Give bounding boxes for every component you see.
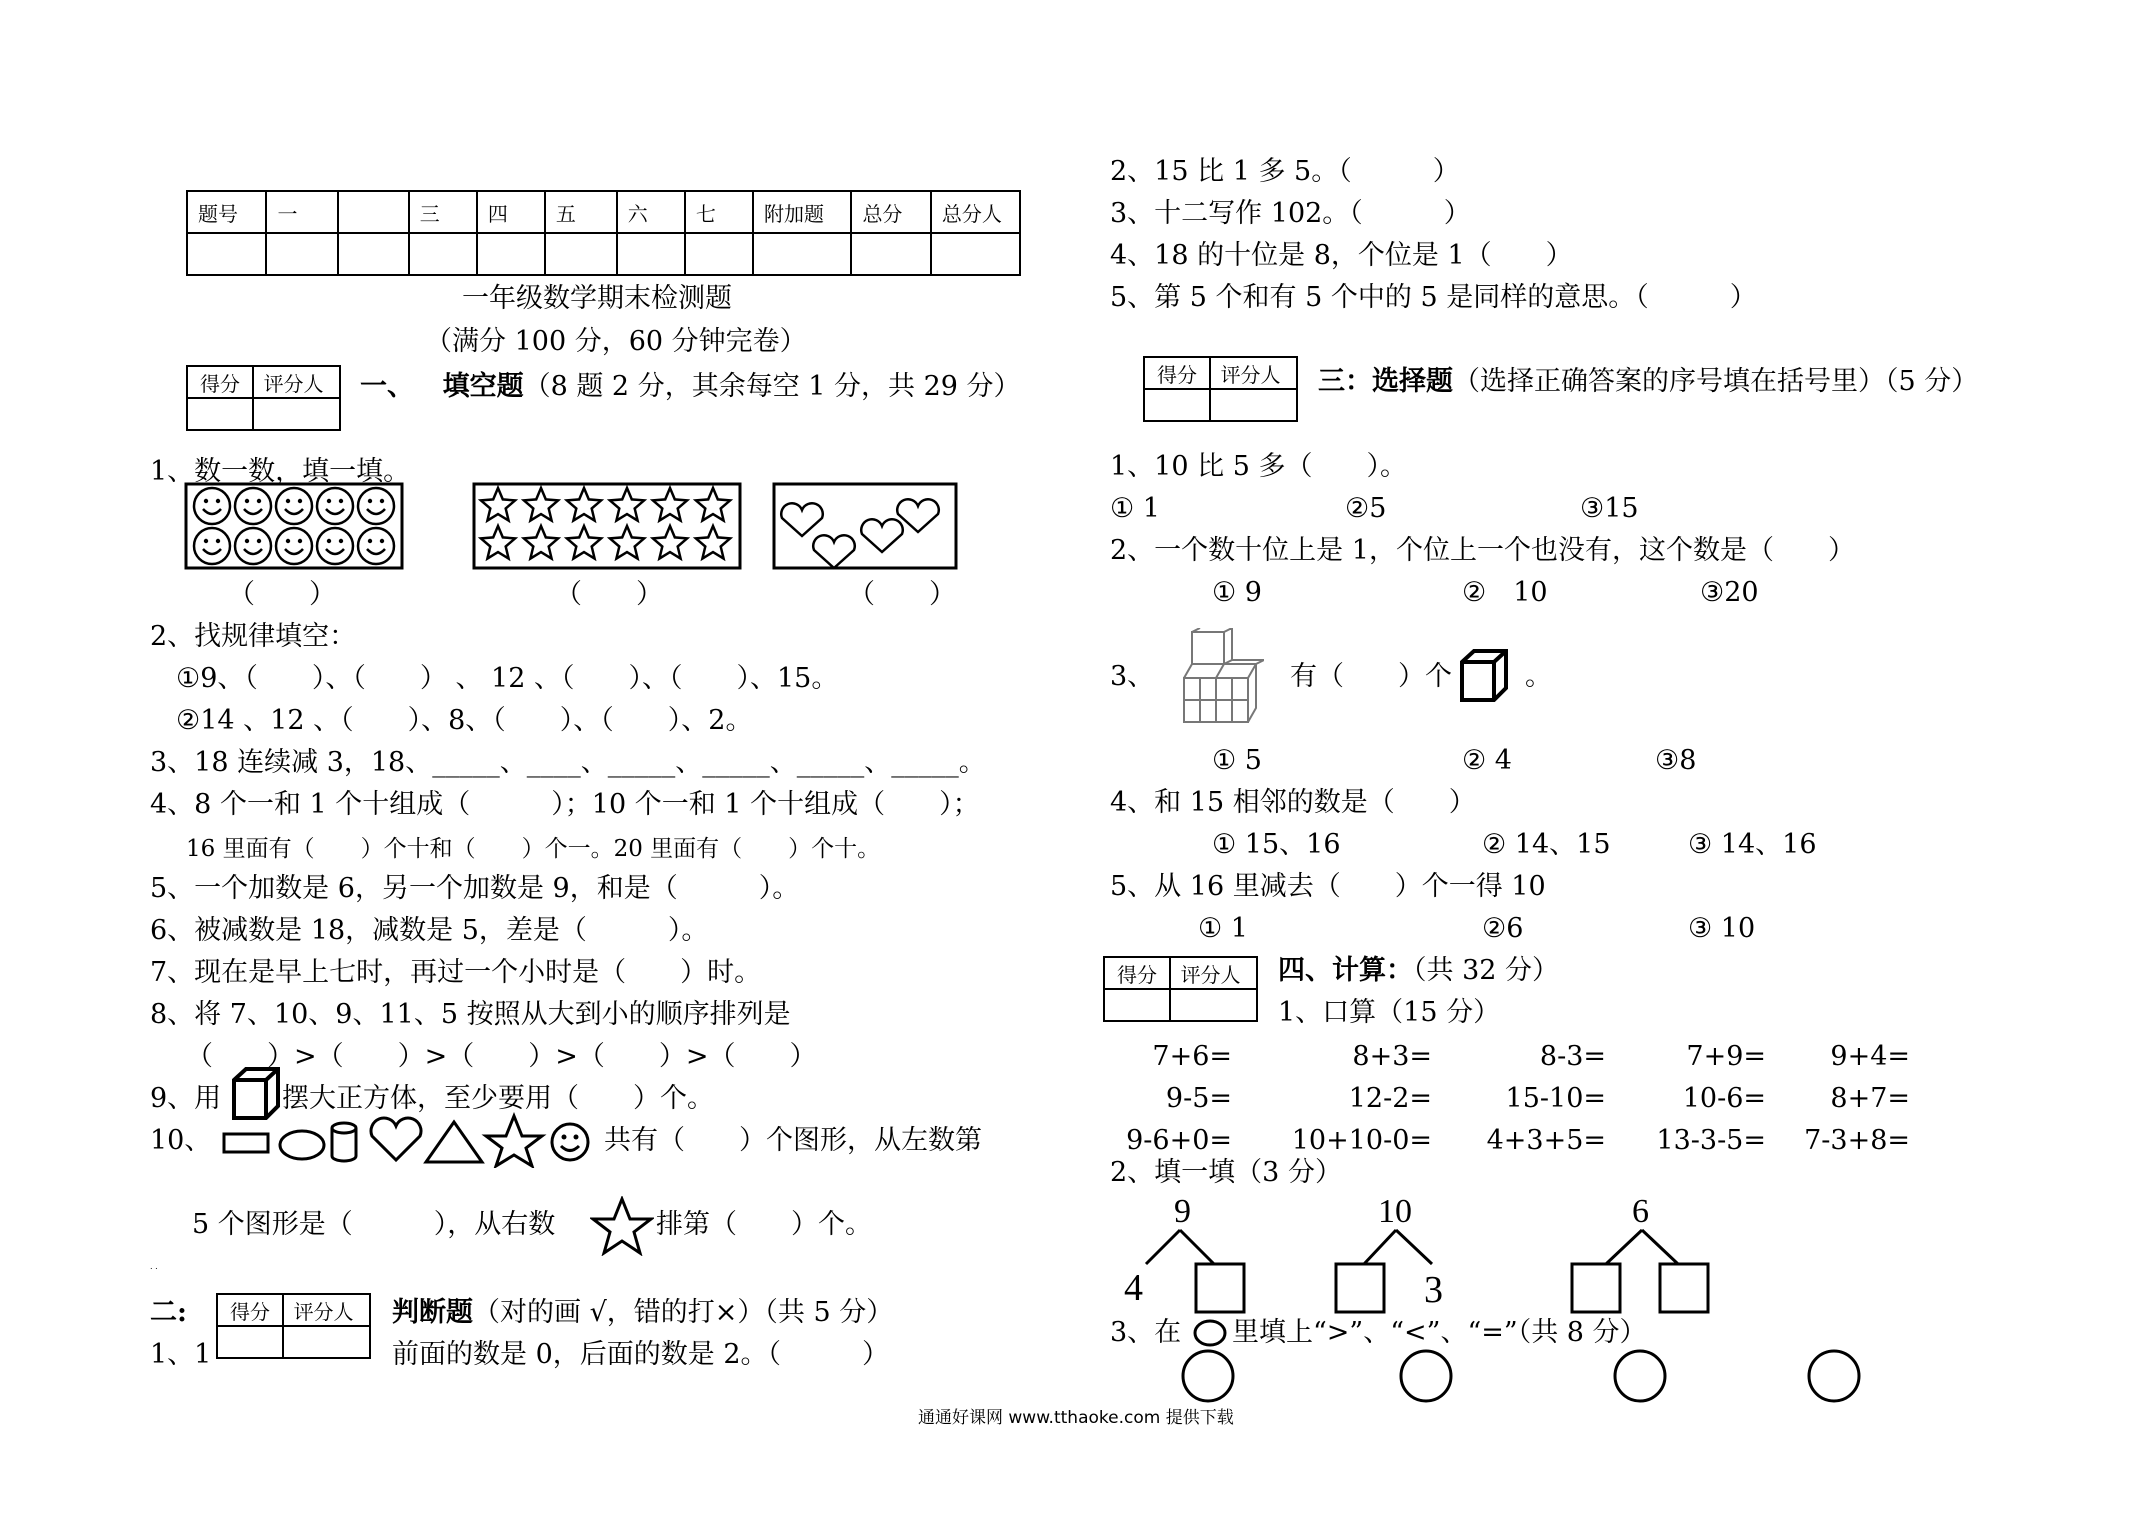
score-header-cell: 四 xyxy=(477,191,545,233)
smiley-shape xyxy=(552,1124,588,1160)
number-bond-tree xyxy=(1330,1192,1490,1322)
calc-expression: 8+7= xyxy=(1830,1083,1910,1114)
smiley-face-icon xyxy=(235,528,271,564)
score-header-cell xyxy=(338,191,408,233)
smiley-face-icon xyxy=(194,528,230,564)
section-desc: （对的画 √，错的打×）（共 5 分） xyxy=(473,1297,894,1328)
question-1-10c: 5 个图形是（ ），从右数 xyxy=(192,1209,556,1240)
score-label: 得分 xyxy=(1104,957,1170,989)
smiley-face-icon xyxy=(235,488,271,524)
option[interactable]: ① 9 xyxy=(1212,577,1262,608)
answer-box[interactable] xyxy=(1572,1264,1620,1312)
question-3-3a: 3、 xyxy=(1110,661,1155,692)
smiley-face-icon xyxy=(317,488,353,524)
score-header-cell: 题号 xyxy=(187,191,266,233)
stacked-cubes-icon xyxy=(1180,628,1264,726)
score-header-cell: 五 xyxy=(545,191,617,233)
option[interactable]: ③8 xyxy=(1655,745,1697,776)
option[interactable]: ② 14、15 xyxy=(1482,829,1611,860)
calc-expression: 12-2= xyxy=(1348,1083,1432,1114)
score-header-cell: 六 xyxy=(617,191,685,233)
calc-expression: 10+10-0= xyxy=(1291,1125,1432,1156)
calc-expression: 8+3= xyxy=(1352,1041,1432,1072)
question-1-1: 1、数一数，填一填。 xyxy=(150,456,411,487)
cube-icon xyxy=(1458,648,1510,704)
heart-icon xyxy=(861,519,903,552)
option[interactable]: ③ 14、16 xyxy=(1688,829,1817,860)
question-1-2: 2、找规律填空： xyxy=(150,621,357,652)
page-title: 一年级数学期末检测题 xyxy=(462,283,732,314)
answer-blank[interactable]: （ ） xyxy=(228,579,336,610)
question-1-10d: 排第（ ）个。 xyxy=(656,1209,872,1240)
smiley-face-icon xyxy=(358,528,394,564)
score-header-cell: 七 xyxy=(685,191,753,233)
score-label: 得分 xyxy=(1144,357,1210,389)
grader-box xyxy=(186,365,341,431)
question-1-8b: （ ）>（ ）>（ ）>（ ）>（ ） xyxy=(186,1041,817,1072)
smiley-face-icon xyxy=(317,528,353,564)
calc-expression: 13-3-5= xyxy=(1656,1125,1766,1156)
question-1-9b: 摆大正方体，至少要用（ ）个。 xyxy=(282,1083,714,1114)
compare-circle[interactable] xyxy=(1615,1351,1665,1401)
number-bond-tree xyxy=(1118,1192,1258,1322)
oval-shape xyxy=(280,1131,324,1159)
smiley-face-icon xyxy=(194,488,230,524)
option[interactable]: ③15 xyxy=(1580,493,1639,524)
grader-label: 评分人 xyxy=(1170,957,1257,989)
heart-icon xyxy=(781,503,823,536)
number-bond-tree xyxy=(1560,1192,1730,1322)
sub-question-4-3a: 3、在 xyxy=(1110,1317,1182,1348)
answer-box[interactable] xyxy=(1196,1264,1244,1312)
question-2-3: 3、十二写作 102。（ ） xyxy=(1110,198,1471,229)
compare-circles xyxy=(1180,1346,1940,1406)
calc-expression: 9+4= xyxy=(1830,1041,1910,1072)
calc-expression: 8-3= xyxy=(1539,1041,1606,1072)
grader-box xyxy=(216,1293,371,1359)
star-icon xyxy=(481,526,515,559)
option[interactable]: ① 1 xyxy=(1110,493,1160,524)
question-3-4: 4、和 15 相邻的数是（ ） xyxy=(1110,787,1476,818)
cylinder-shape xyxy=(332,1123,356,1161)
score-header-cell: 一 xyxy=(266,191,338,233)
tree-right-number: 3 xyxy=(1424,1269,1443,1311)
calc-expression: 4+3+5= xyxy=(1486,1125,1606,1156)
star-icon xyxy=(696,526,730,559)
option[interactable]: ③20 xyxy=(1700,577,1759,608)
answer-box[interactable] xyxy=(1336,1264,1384,1312)
score-table xyxy=(186,190,1021,276)
section-desc: （选择正确答案的序号填在括号里）（5 分） xyxy=(1453,366,1979,397)
grader-box xyxy=(1103,956,1258,1022)
grader-label: 评分人 xyxy=(253,366,340,398)
footer-credit: 通通好课网 www.tthaoke.com 提供下载 xyxy=(918,1408,1234,1428)
tree-top-number: 10 xyxy=(1378,1193,1412,1230)
star-icon xyxy=(653,526,687,559)
rectangle-shape xyxy=(224,1134,268,1152)
question-1-7: 7、现在是早上七时，再过一个小时是（ ）时。 xyxy=(150,957,762,988)
star-icon xyxy=(524,488,558,521)
score-header-cell: 三 xyxy=(409,191,477,233)
answer-blank[interactable]: （ ） xyxy=(848,579,956,610)
calc-expression: 9-5= xyxy=(1165,1083,1232,1114)
question-2-2: 2、15 比 1 多 5。（ ） xyxy=(1110,156,1460,187)
question-3-1: 1、10 比 5 多（ ）。 xyxy=(1110,451,1407,482)
star-icon xyxy=(567,526,601,559)
option[interactable]: ① 15、16 xyxy=(1212,829,1341,860)
section-1-heading xyxy=(360,370,1021,404)
question-3-3c: 。 xyxy=(1525,661,1552,692)
star-icon xyxy=(610,488,644,521)
calc-expression: 9-6+0= xyxy=(1126,1125,1232,1156)
option[interactable]: ① 5 xyxy=(1212,745,1262,776)
compare-circle[interactable] xyxy=(1183,1351,1233,1401)
smiley-face-icon xyxy=(276,528,312,564)
compare-circle[interactable] xyxy=(1809,1351,1859,1401)
question-1-3: 3、18 连续减 3，18、_____、____、_____、_____、_____、_____。 xyxy=(150,747,986,778)
section-desc: （共 32 分） xyxy=(1413,955,1560,986)
question-1-9a: 9、用 xyxy=(150,1083,222,1114)
tree-top-number: 6 xyxy=(1632,1193,1649,1230)
sub-question-4-2: 2、填一填（3 分） xyxy=(1110,1157,1342,1188)
score-label: 得分 xyxy=(187,366,253,398)
section-3-heading xyxy=(1318,365,1978,399)
shapes-row xyxy=(220,1112,592,1168)
answer-box[interactable] xyxy=(1660,1264,1708,1312)
sub-question-4-3b: 里填上“>”、“<”、“=”（共 8 分） xyxy=(1232,1317,1647,1348)
section-label: 一、 xyxy=(360,371,414,402)
heart-icon xyxy=(813,535,855,568)
star-icon xyxy=(567,488,601,521)
section-label: 三： xyxy=(1318,366,1372,397)
section-name: 选择题 xyxy=(1372,366,1453,397)
option[interactable]: ② 10 xyxy=(1462,577,1548,608)
calc-expression: 7+9= xyxy=(1686,1041,1766,1072)
tiny-mark: . . xyxy=(150,1262,158,1271)
section-name: 判断题 xyxy=(392,1297,473,1328)
question-1-10a: 10、 xyxy=(150,1125,212,1156)
page-subtitle: （满分 100 分，60 分钟完卷） xyxy=(425,326,807,357)
star-icon xyxy=(696,488,730,521)
tree-top-number: 9 xyxy=(1174,1193,1191,1230)
smiley-faces-box xyxy=(184,482,404,570)
question-1-4a: 4、8 个一和 1 个十组成（ ）；10 个一和 1 个十组成（ ）； xyxy=(150,789,980,820)
section-name: 填空题 xyxy=(442,371,524,402)
option[interactable]: ② 4 xyxy=(1462,745,1512,776)
question-3-3b: 有（ ）个 xyxy=(1290,661,1452,692)
sub-question-4-1: 1、口算（15 分） xyxy=(1278,997,1501,1028)
question-2-1b: 前面的数是 0，后面的数是 2。（ ） xyxy=(392,1339,890,1370)
grader-label: 评分人 xyxy=(1210,357,1297,389)
grader-label: 评分人 xyxy=(283,1294,370,1326)
section-4-heading xyxy=(1278,954,1559,988)
score-header-cell: 总分 xyxy=(851,191,930,233)
score-header-cell: 总分人 xyxy=(931,191,1020,233)
heart-shape xyxy=(371,1118,421,1160)
section-2-heading xyxy=(392,1296,893,1330)
star-icon xyxy=(590,1196,654,1256)
score-header-cell: 附加题 xyxy=(753,191,851,233)
star-icon xyxy=(524,526,558,559)
question-1-8: 8、将 7、10、9、11、5 按照从大到小的顺序排列是 xyxy=(150,999,791,1030)
compare-circle[interactable] xyxy=(1401,1351,1451,1401)
score-label: 得分 xyxy=(217,1294,283,1326)
question-2-5: 5、第 5 个和有 5 个中的 5 是同样的意思。（ ） xyxy=(1110,282,1757,313)
circle-icon xyxy=(1192,1318,1228,1348)
calc-expression: 7-3+8= xyxy=(1804,1125,1910,1156)
question-1-4b: 16 里面有（ ）个十和（ ）个一。20 里面有（ ）个十。 xyxy=(186,836,881,862)
calc-expression: 7+6= xyxy=(1152,1041,1232,1072)
question-1-2b: ②14 、12 、（ ）、8、（ ）、（ ）、2。 xyxy=(176,705,753,736)
answer-blank[interactable]: （ ） xyxy=(555,579,663,610)
star-icon xyxy=(481,488,515,521)
question-2-1a: 1、1 xyxy=(150,1339,212,1370)
tree-left-number: 4 xyxy=(1124,1267,1143,1309)
section-label: 四、计算： xyxy=(1278,955,1413,986)
stars-box xyxy=(472,482,742,570)
star-icon xyxy=(653,488,687,521)
grader-box xyxy=(1143,356,1298,422)
question-1-2a: ①9、（ ）、（ ） 、 12 、（ ）、（ ）、15。 xyxy=(176,663,839,694)
star-shape xyxy=(486,1116,542,1166)
triangle-shape xyxy=(426,1122,482,1162)
calc-expression: 10-6= xyxy=(1682,1083,1766,1114)
question-1-5: 5、一个加数是 6，另一个加数是 9，和是（ ）。 xyxy=(150,873,800,904)
smiley-face-icon xyxy=(358,488,394,524)
question-3-5: 5、从 16 里减去（ ）个一得 10 xyxy=(1110,871,1546,902)
question-3-2: 2、一个数十位上是 1，个位上一个也没有，这个数是（ ） xyxy=(1110,535,1855,566)
smiley-face-icon xyxy=(276,488,312,524)
option[interactable]: ②6 xyxy=(1482,913,1524,944)
option[interactable]: ②5 xyxy=(1345,493,1387,524)
option[interactable]: ③ 10 xyxy=(1688,913,1756,944)
question-1-6: 6、被减数是 18，减数是 5，差是（ ）。 xyxy=(150,915,709,946)
option[interactable]: ① 1 xyxy=(1198,913,1248,944)
section-desc: （8 题 2 分，其余每空 1 分，共 29 分） xyxy=(523,371,1021,402)
star-icon xyxy=(610,526,644,559)
question-2-4: 4、18 的十位是 8，个位是 1（ ） xyxy=(1110,240,1573,271)
hearts-box xyxy=(772,482,958,570)
calc-expression: 15-10= xyxy=(1505,1083,1606,1114)
section-2-label: 二: xyxy=(150,1297,187,1328)
question-1-10b: 共有（ ）个图形，从左数第 xyxy=(604,1125,982,1156)
